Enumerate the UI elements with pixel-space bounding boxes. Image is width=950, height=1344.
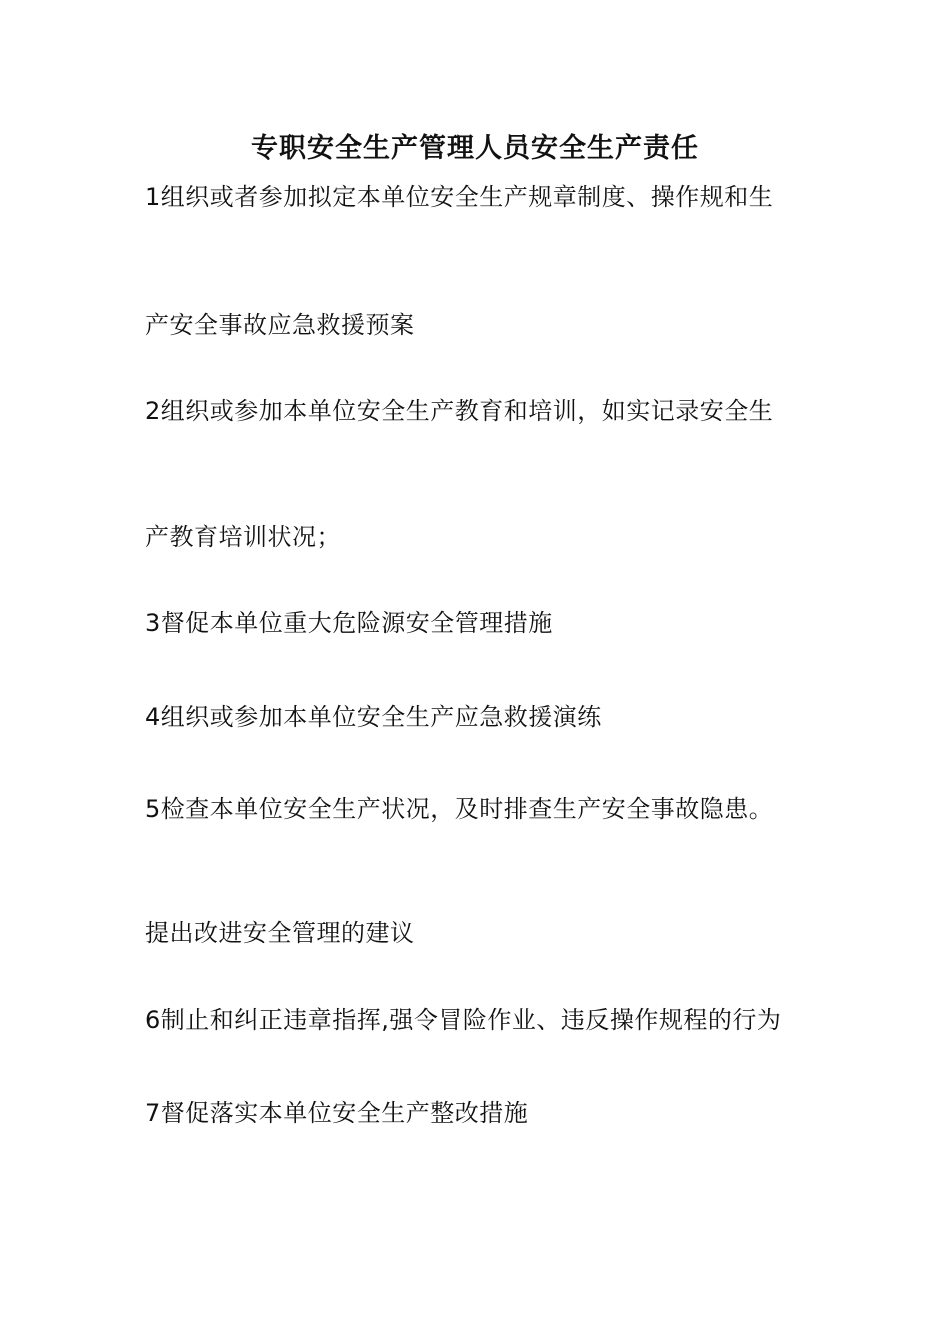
paragraph-line: 产教育培训状况； bbox=[145, 523, 341, 551]
paragraph-line: 3督促本单位重大危险源安全管理措施 bbox=[145, 609, 553, 637]
paragraph-line: 7督促落实本单位安全生产整改措施 bbox=[145, 1099, 529, 1127]
paragraph-line: 产安全事故应急救援预案 bbox=[145, 311, 415, 339]
paragraph-line: 提出改进安全管理的建议 bbox=[145, 919, 415, 947]
paragraph-line: 6制止和纠正违章指挥,强令冒险作业、违反操作规程的行为 bbox=[145, 1006, 782, 1034]
paragraph-line: 2组织或参加本单位安全生产教育和培训，如实记录安全生 bbox=[145, 397, 774, 425]
paragraph-line: 5检查本单位安全生产状况，及时排查生产安全事故隐患。 bbox=[145, 795, 774, 823]
document-title: 专职安全生产管理人员安全生产责任 bbox=[251, 133, 699, 164]
paragraph-line: 4组织或参加本单位安全生产应急救援演练 bbox=[145, 703, 602, 731]
paragraph-line: 1组织或者参加拟定本单位安全生产规章制度、操作规和生 bbox=[145, 183, 774, 211]
